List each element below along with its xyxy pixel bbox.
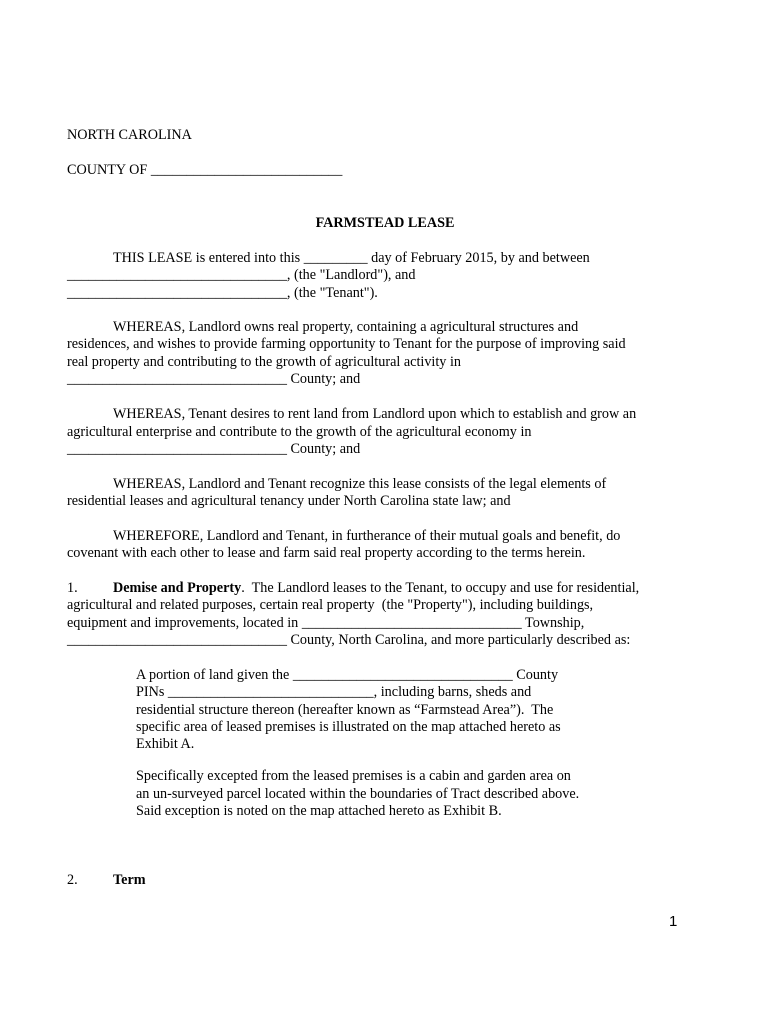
- preamble-line: _______________________________, (the "Tenant").: [67, 285, 378, 301]
- section-text-line: equipment and improvements, located in _______________________________ Township,: [67, 615, 585, 631]
- property-description-line: residential structure thereon (hereafter known as “Farmstead Area”). The: [136, 702, 554, 718]
- property-description-line: PINs _____________________________, including barns, sheds and: [136, 684, 532, 700]
- document-title: FARMSTEAD LEASE: [315, 215, 455, 231]
- preamble-line: THIS LEASE is entered into this _________ day of February 2015, by and between: [113, 250, 590, 266]
- section-heading: Term: [113, 872, 146, 888]
- section-text: . The Landlord leases to the Tenant, to occupy and use for residential,: [241, 580, 640, 596]
- wherefore-clause-line: WHEREFORE, Landlord and Tenant, in furtherance of their mutual goals and benefit, do: [113, 528, 621, 544]
- county-heading: COUNTY OF ___________________________: [67, 162, 343, 178]
- section-text-line: agricultural and related purposes, certain real property (the "Property"), including buildings,: [67, 597, 594, 613]
- whereas-clause-line: agricultural enterprise and contribute to the growth of the agricultural economy in: [67, 424, 532, 440]
- section-number: 2.: [67, 872, 78, 888]
- exception-description-line: an un-surveyed parcel located within the boundaries of Tract described above.: [136, 786, 580, 802]
- section-number: 1.: [67, 580, 78, 596]
- whereas-clause-line: _______________________________ County; and: [67, 441, 361, 457]
- whereas-clause-line: residential leases and agricultural tenancy under North Carolina state law; and: [67, 493, 511, 509]
- property-description-line: specific area of leased premises is illustrated on the map attached hereto as: [136, 719, 561, 735]
- whereas-clause-line: _______________________________ County; and: [67, 371, 361, 387]
- state-heading: NORTH CAROLINA: [67, 127, 192, 143]
- whereas-clause-line: WHEREAS, Landlord and Tenant recognize this lease consists of the legal elements of: [113, 476, 607, 492]
- whereas-clause-line: WHEREAS, Landlord owns real property, containing a agricultural structures and: [113, 319, 579, 335]
- wherefore-clause-line: covenant with each other to lease and farm said real property according to the terms herein.: [67, 545, 586, 561]
- section-heading: Demise and Property: [113, 580, 242, 596]
- whereas-clause-line: residences, and wishes to provide farming opportunity to Tenant for the purpose of improving said: [67, 336, 626, 352]
- whereas-clause-line: real property and contributing to the growth of agricultural activity in: [67, 354, 461, 370]
- page-number: 1: [669, 913, 678, 930]
- section-text-line: _______________________________ County, North Carolina, and more particularly described as:: [67, 632, 631, 648]
- section-1-first-line: [113, 579, 639, 597]
- preamble-line: _______________________________, (the "Landlord"), and: [67, 267, 416, 283]
- exception-description-line: Specifically excepted from the leased premises is a cabin and garden area on: [136, 768, 571, 784]
- property-description-line: A portion of land given the _______________________________ County: [136, 667, 559, 683]
- whereas-clause-line: WHEREAS, Tenant desires to rent land from Landlord upon which to establish and grow an: [113, 406, 637, 422]
- exception-description-line: Said exception is noted on the map attached hereto as Exhibit B.: [136, 803, 502, 819]
- property-description-line: Exhibit A.: [136, 736, 195, 752]
